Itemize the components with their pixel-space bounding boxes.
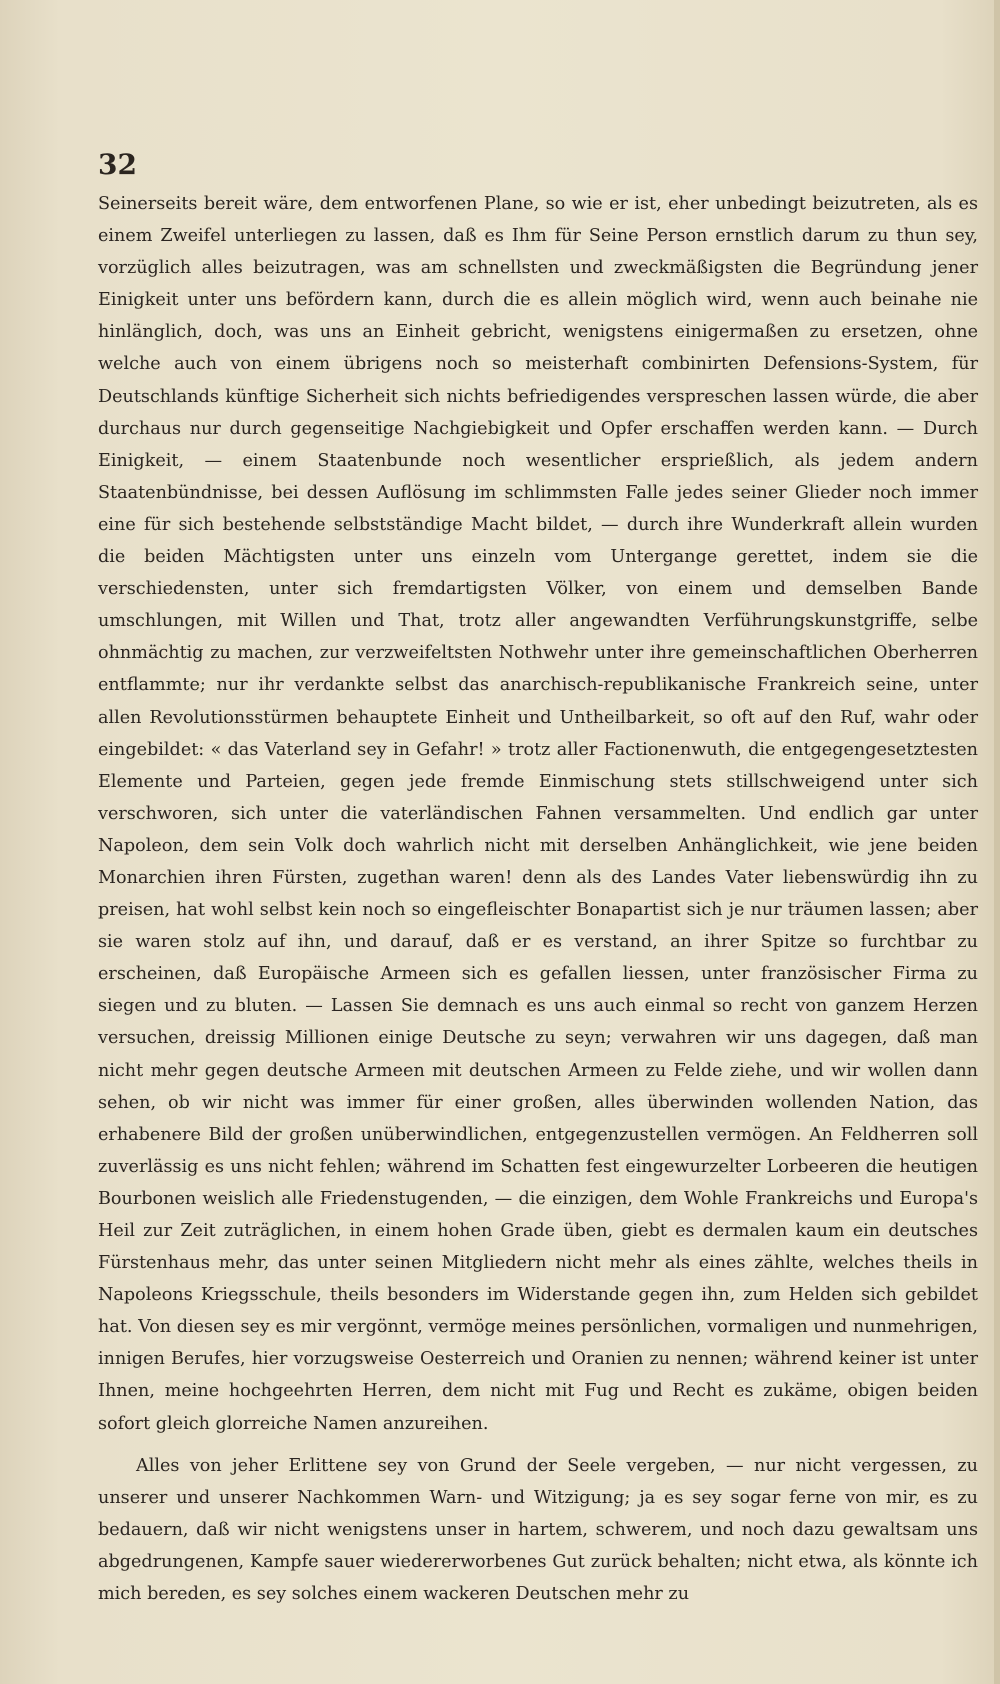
page-edge-shadow [994,0,1000,1684]
body-text [98,188,978,1610]
paragraph-1: Seinerseits bereit wäre, dem entworfenen Plane, so wie er ist, eher unbedingt beizutreten, als es einem Zweifel unterliegen zu lassen, daß es Ihm für Seine Person ernstlich darum zu thun sey, vorzüglich alles beizutragen, was am schnellsten und zweckmäßigsten die Begründung jener Einigkeit unter uns befördern kann, durch die es allein möglich wird, wenn auch beinahe nie hinlänglich, doch, was uns an Einheit gebricht, wenigstens einigermaßen zu ersetzen, ohne welche auch von einem übrigens noch so meisterhaft combinirten Defensions-System, für Deutschlands künftige Sicherheit sich nichts befriedigendes verspreschen lassen würde, die aber durchaus nur durch gegenseitige Nachgiebigkeit und Opfer erschaffen werden kann. — Durch Einigkeit, — einem Staatenbunde noch wesentlicher ersprießlich, als jedem andern Staatenbündnisse, bei dessen Auflösung im schlimmsten Falle jedes seiner Glieder noch immer eine für sich bestehende selbstständige Macht bildet, — durch ihre Wunderkraft allein wurden die beiden Mächtigsten unter uns einzeln vom Untergange gerettet, indem sie die verschiedensten, unter sich fremdartigsten Völker, von einem und demselben Bande umschlungen, mit Willen und That, trotz aller angewandten Verführungskunstgriffe, selbe ohnmächtig zu machen, zur verzweifeltsten Nothwehr unter ihre gemeinschaftlichen Oberherren entflammte; nur ihr verdankte selbst das anarchisch-republikanische Frankreich seine, unter allen Revolutionsstürmen behauptete Einheit und Untheilbarkeit, so oft auf den Ruf, wahr oder eingebildet: « das Vaterland sey in Gefahr! » trotz aller Factionenwuth, die entgegengesetztesten Elemente und Parteien, gegen jede fremde Einmischung stets stillschweigend unter sich verschworen, sich unter die vaterländischen Fahnen versammelten. Und endlich gar unter Napoleon, dem sein Volk doch wahrlich nicht mit derselben Anhänglichkeit, wie jene beiden Monarchien ihren Fürsten, zugethan waren! denn als des Landes Vater liebenswürdig ihn zu preisen, hat wohl selbst kein noch so eingefleischter Bonapartist sich je nur träumen lassen; aber sie waren stolz auf ihn, und darauf, daß er es verstand, an ihrer Spitze so furchtbar zu erscheinen, daß Europäische Armeen sich es gefallen liessen, unter französischer Firma zu siegen und zu bluten. — Lassen Sie demnach es uns auch einmal so recht von ganzem Herzen versuchen, dreissig Millionen einige Deutsche zu seyn; verwahren wir uns dagegen, daß man nicht mehr gegen deutsche Armeen mit deutschen Armeen zu Felde ziehe, und wir wollen dann sehen, ob wir nicht was immer für einer großen, alles überwinden wollenden Nation, das erhabenere Bild der großen unüberwindlichen, entgegenzustellen vermögen. An Feldherren soll zuverlässig es uns nicht fehlen; während im Schatten fest eingewurzelter Lorbeeren die heutigen Bourbonen weislich alle Friedenstugenden, — die einzigen, dem Wohle Frankreichs und Europa's Heil zur Zeit zuträglichen, in einem hohen Grade üben, giebt es dermalen kaum ein deutsches Fürstenhaus mehr, das unter seinen Mitgliedern nicht mehr als eines zählte, welches theils in Napoleons Kriegsschule, theils besonders im Widerstande gegen ihn, zum Helden sich gebildet hat. Von diesen sey es mir vergönnt, vermöge meines persönlichen, vormaligen und nunmehrigen, innigen Berufes, hier vorzugsweise Oesterreich und Oranien zu nennen; während keiner ist unter Ihnen, meine hochgeehrten Herren, dem nicht mit Fug und Recht es zukäme, obigen beiden sofort gleich glorreiche Namen anzureihen. [98,194,978,1434]
paragraph-2: Alles von jeher Erlittene sey von Grund der Seele vergeben, — nur nicht vergessen, zu unserer und unserer Nachkommen Warn- und Witzigung; ja es sey sogar ferne von mir, es zu bedauern, daß wir nicht wenigstens unser in hartem, schwerem, und noch dazu gewaltsam uns abgedrungenen, Kampfe sauer wiedererworbenes Gut zurück behalten; nicht etwa, als könnte ich mich bereden, es sey solches einem wackeren Deutschen mehr zu [98,1455,978,1605]
page-number: 32 [98,148,137,181]
